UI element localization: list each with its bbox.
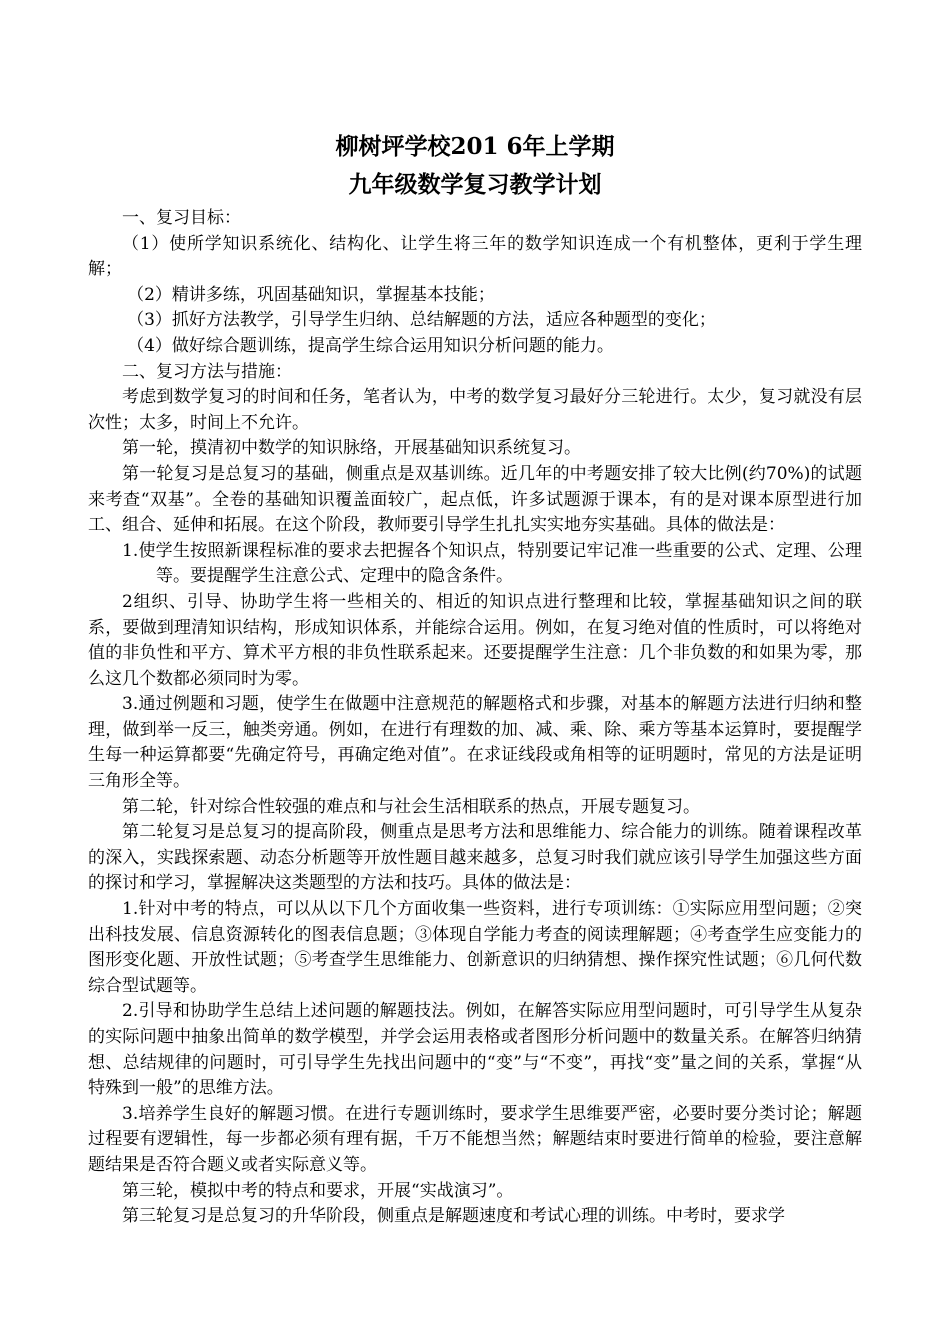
document-page bbox=[88, 128, 862, 1230]
document-title-plan: 九年级数学复习教学计划 bbox=[348, 171, 602, 198]
section-heading-goals: 一、复习目标： bbox=[122, 208, 241, 228]
paragraph-round2-desc: 第二轮复习是总复习的提高阶段，侧重点是思考方法和思维能力、综合能力的训练。随着课程改革的深入，实践探索题、动态分析题等开放性题目越来越多，总复习时我们就应该引导学生加强这些方面的探讨和学习，掌握解决这类题型的方法和技巧。具体的做法是： bbox=[88, 822, 862, 894]
document-body bbox=[88, 206, 862, 1230]
paragraph-round3-heading: 第三轮，模拟中考的特点和要求，开展“实战演习”。 bbox=[122, 1180, 514, 1201]
paragraph-round3-desc: 第三轮复习是总复习的升华阶段，侧重点是解题速度和考试心理的训练。中考时，要求学 bbox=[122, 1206, 785, 1227]
paragraph-round1-heading: 第一轮，摸清初中数学的知识脉络，开展基础知识系统复习。 bbox=[122, 438, 581, 459]
document-title-school: 柳树坪学校201 6年上学期 bbox=[335, 133, 615, 160]
section-heading-methods: 二、复习方法与措施： bbox=[122, 361, 292, 382]
paragraph-round1-step1: 1.使学生按照新课程标准的要求去把握各个知识点，特别要记牢记准一些重要的公式、定理、公理等。要提醒学生注意公式、定理中的隐含条件。 bbox=[122, 540, 862, 587]
goal-item-2: （2）精讲多练，巩固基础知识，掌握基本技能； bbox=[127, 284, 495, 305]
paragraph-round2-step3: 3.培养学生良好的解题习惯。在进行专题训练时，要求学生思维要严密，必要时要分类讨论；解题过程要有逻辑性，每一步都必须有理有据，千万不能想当然；解题结束时要进行简单的检验，要注意解题结果是否符合题义或者实际意义等。 bbox=[88, 1103, 862, 1175]
paragraph-round1-step2: 2组织、引导、协助学生将一些相关的、相近的知识点进行整理和比较，掌握基础知识之间的联系，要做到理清知识结构，形成知识体系，并能综合运用。例如，在复习绝对值的性质时，可以将绝对值的非负性和平方、算术平方根的非负性联系起来。还要提醒学生注意：几个非负数的和如果为零，那么这几个数都必须同时为零。 bbox=[88, 591, 862, 689]
paragraph-round2-heading: 第二轮，针对综合性较强的难点和与社会生活相联系的热点，开展专题复习。 bbox=[122, 796, 700, 817]
goal-item-1: （1）使所学知识系统化、结构化、让学生将三年的数学知识连成一个有机整体，更利于学生理解； bbox=[88, 233, 862, 280]
paragraph-round1-step3: 3.通过例题和习题，使学生在做题中注意规范的解题格式和步骤，对基本的解题方法进行归纳和整理，做到举一反三，触类旁通。例如，在进行有理数的加、减、乘、除、乘方等基本运算时，要提醒学生每一种运算都要“先确定符号，再确定绝对值”。在求证线段或角相等的证明题时，常见的方法是证明三角形全等。 bbox=[88, 694, 862, 792]
paragraph-round2-step2: 2.引导和协助学生总结上述问题的解题技法。例如，在解答实际应用型问题时，可引导学生从复杂的实际问题中抽象出简单的数学模型，并学会运用表格或者图形分析问题中的数量关系。在解答归纳猜想、总结规律的问题时，可引导学生先找出问题中的“变”与“不变”，再找“变”量之间的关系，掌握“从特殊到一般”的思维方法。 bbox=[88, 1001, 862, 1099]
goal-item-4: （4）做好综合题训练，提高学生综合运用知识分析问题的能力。 bbox=[127, 335, 614, 356]
paragraph-round1-desc: 第一轮复习是总复习的基础，侧重点是双基训练。近几年的中考题安排了较大比例(约70%)的试题来考查“双基”。全卷的基础知识覆盖面较广，起点低，许多试题源于课本，有的是对课本原型进行加工、组合、延伸和拓展。在这个阶段，教师要引导学生扎扎实实地夯实基础。具体的做法是： bbox=[88, 463, 862, 536]
paragraph-round2-step1: 1.针对中考的特点，可以从以下几个方面收集一些资料，进行专项训练：①实际应用型问题；②突出科技发展、信息资源转化的图表信息题；③体现自学能力考查的阅读理解题；④考查学生应变能力的图形变化题、开放性试题；⑤考查学生思维能力、创新意识的归纳猜想、操作探究性试题；⑥几何代数综合型试题等。 bbox=[88, 899, 862, 996]
goal-item-3: （3）抓好方法教学，引导学生归纳、总结解题的方法，适应各种题型的变化； bbox=[127, 310, 716, 331]
paragraph-intro: 考虑到数学复习的时间和任务，笔者认为，中考的数学复习最好分三轮进行。太少，复习就没有层次性；太多，时间上不允许。 bbox=[88, 387, 862, 433]
